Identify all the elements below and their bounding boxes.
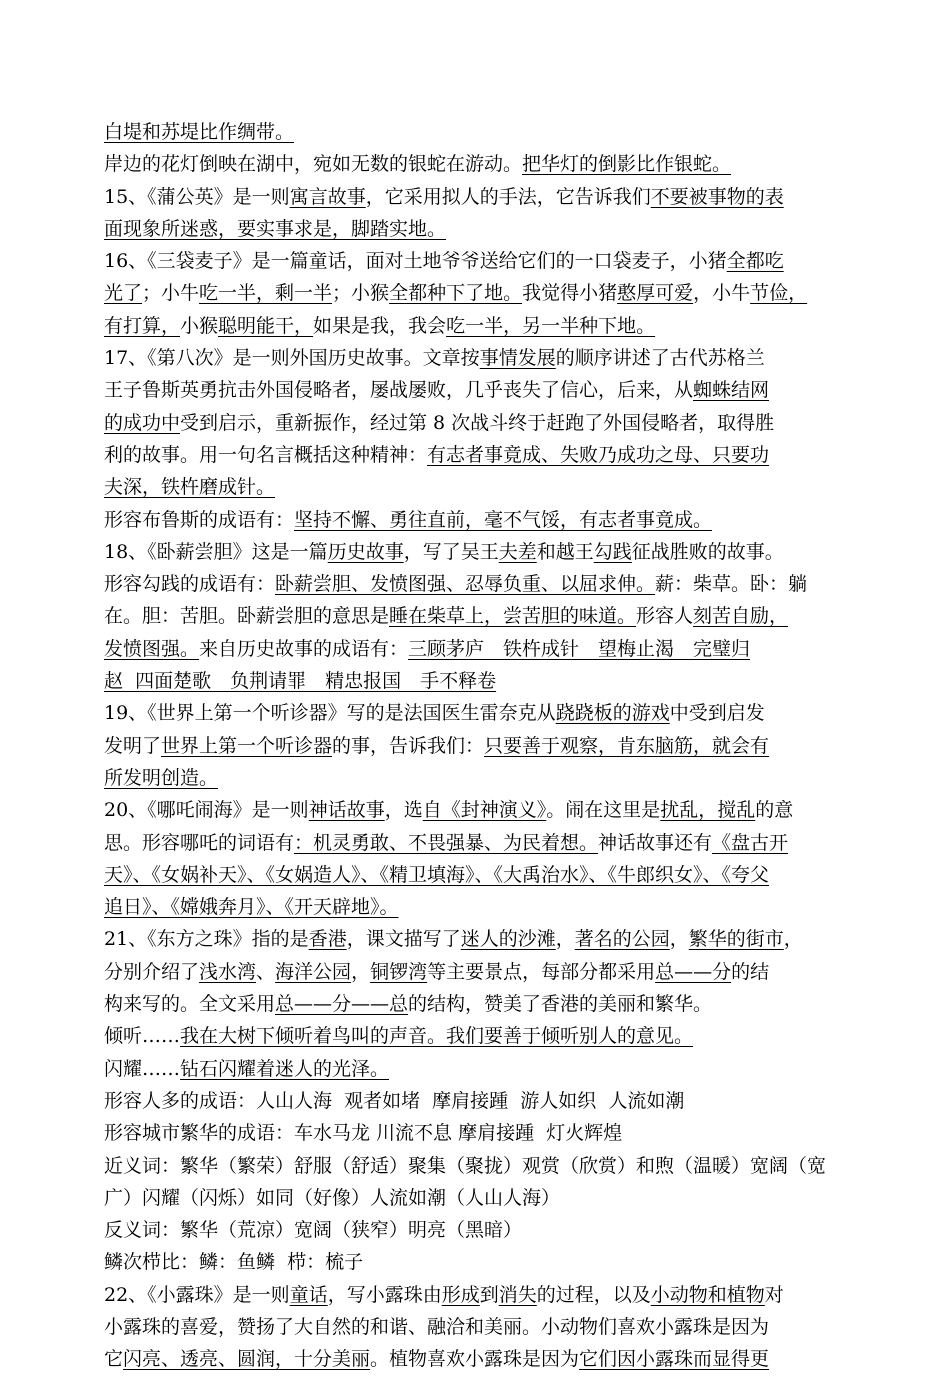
text-segment: 利的故事。用一句名言概括这种精神： (104, 443, 428, 466)
text-segment: ，写小露珠由 (327, 1283, 442, 1306)
underlined-answer: 所发明创造。 (104, 766, 219, 789)
text-segment: 中受到启发 (669, 702, 765, 725)
text-segment: 形容人 (636, 605, 694, 628)
text-line (104, 1150, 852, 1182)
text-line (104, 439, 852, 471)
document-page (104, 116, 852, 1376)
underlined-answer: ：机灵勇敢、不畏强暴、为民着想。 (294, 831, 599, 854)
text-line (104, 1020, 852, 1052)
underlined-answer: 卧薪尝胆、发愤图强、忍辱负重、以屈求伸。 (275, 573, 656, 596)
underlined-answer: 事情发展 (479, 347, 556, 370)
text-line (104, 1182, 852, 1214)
underlined-answer: 迷人的沙滩 (460, 928, 556, 951)
text-segment: 的顺序讲述了古代苏格兰 (555, 347, 765, 370)
underlined-answer: 吃一半，剩一半 (199, 282, 333, 305)
text-line (104, 116, 852, 148)
underlined-answer: 坚持不懈、勇往直前，毫不气馁，有志者事竟成。 (294, 508, 713, 531)
text-line (104, 633, 852, 665)
text-segment: 和越王 (536, 540, 594, 563)
underlined-answer: 小动物和植物 (650, 1283, 765, 1306)
text-segment: 、 (256, 960, 276, 983)
text-line (104, 600, 852, 632)
underlined-answer: 憨厚可爱 (617, 282, 694, 305)
text-segment: 倾听…… (104, 1025, 181, 1048)
underlined-answer: 著名的公园 (574, 928, 670, 951)
text-segment: 形容城市繁华的成语：车水马龙 川流不息 摩肩接踵 灯火辉煌 (104, 1122, 623, 1145)
text-segment: 16、《三袋麦子》是一篇童话，面对土地爷爷送给它们的一口袋麦子，小猪 (104, 250, 727, 273)
underlined-answer: 三顾茅庐 铁杵成针 望梅止渴 完璧归 (408, 637, 751, 660)
underlined-answer: 蜘蛛结网 (693, 379, 770, 402)
text-line (104, 794, 852, 826)
text-segment: 。植物喜欢小露珠是因为 (370, 1348, 580, 1371)
text-line (104, 762, 852, 794)
text-segment: 20、《哪吒闹海》是一则 (104, 799, 309, 822)
text-segment: 它 (104, 1348, 124, 1371)
text-line (104, 181, 852, 213)
text-segment: ，写了吴王 (403, 540, 499, 563)
underlined-answer: 全都种下了地。 (389, 282, 523, 305)
text-segment: 形容人多的成语：人山人海 观者如堵 摩肩接踵 游人如织 人流如潮 (104, 1089, 685, 1112)
text-segment: 22、《小露珠》是一则 (104, 1283, 290, 1306)
text-line (104, 1214, 852, 1246)
underlined-answer: 寓言故事 (289, 185, 366, 208)
text-segment: 形容勾践的成语有： (104, 573, 276, 596)
text-line (104, 1279, 852, 1311)
underlined-answer: 光了 (104, 282, 143, 305)
text-segment: 闪耀…… (104, 1057, 181, 1080)
underlined-answer: 聪明能干， (218, 314, 314, 337)
text-segment: 17、《第八次》是一则外国历史故事。文章按 (104, 347, 480, 370)
text-segment: 反义词：繁华（荒凉）宽阔（狭窄）明亮（黑暗） (104, 1219, 523, 1242)
underlined-answer: 夫差 (498, 540, 537, 563)
text-segment: 思。形容哪吒的词语有 (104, 831, 295, 854)
text-line (104, 827, 852, 859)
underlined-answer: 把华灯的倒影比作银蛇。 (522, 153, 732, 176)
text-segment: 形容布鲁斯的成语有： (104, 508, 295, 531)
underlined-answer: 白堤和苏堤比作绸带。 (104, 121, 295, 143)
underlined-answer: 神话故事 (308, 799, 385, 822)
text-line (104, 536, 852, 568)
text-line (104, 1343, 852, 1375)
underlined-answer: 有志者事竟成、失败乃成功之母、只要功 (427, 443, 770, 466)
underlined-answer: 睡在柴草上，尝苦胆的味道。 (389, 605, 637, 628)
text-segment: 的事，告诉我们： (332, 734, 485, 757)
text-line (104, 568, 852, 600)
text-segment: ， (669, 928, 689, 951)
text-line (104, 245, 852, 277)
underlined-answer: 跷跷板的游戏 (555, 702, 670, 725)
text-segment: 近义词：繁华（繁荣）舒服（舒适）聚集（聚拢）观赏（欣赏）和煦（温暖）宽阔（宽 (104, 1154, 827, 1177)
underlined-answer: 闪亮、透亮、圆润，十分美丽 (123, 1348, 371, 1371)
text-segment: 薪：柴草。卧：躺 (655, 573, 808, 596)
underlined-answer: 海洋公园 (275, 960, 352, 983)
text-line (104, 407, 852, 439)
underlined-answer: 童话 (289, 1283, 328, 1306)
text-segment: 岸边的花灯倒映在湖中，宛如无数的银蛇在游动。 (104, 153, 523, 176)
underlined-answer: 世界上第一个听诊器 (161, 734, 333, 757)
text-segment: 发明了 (104, 734, 162, 757)
underlined-answer: 繁华的街市 (688, 928, 784, 951)
text-segment: ， (555, 928, 575, 951)
text-segment: 的结构，赞美了香港的美丽和繁华。 (408, 993, 713, 1016)
underlined-answer: 扰乱，搅乱 (660, 799, 756, 822)
text-segment: 对 (764, 1283, 784, 1306)
text-segment: 神话故事还有 (598, 831, 713, 854)
text-line (104, 277, 852, 309)
text-line (104, 504, 852, 536)
underlined-answer: 赵 四面楚歌 负荆请罪 精忠报国 手不释卷 (104, 670, 497, 693)
underlined-answer: 吃一半，另一半种下地。 (446, 314, 656, 337)
text-segment: ， (351, 960, 371, 983)
underlined-answer: 的成功中 (104, 411, 181, 434)
text-segment: ，选 (384, 799, 423, 822)
text-segment: 的结 (731, 960, 770, 983)
underlined-answer: 我在大树下倾听着鸟叫的声音。我们要善于倾听别人的意见。 (180, 1025, 694, 1048)
text-segment: 征战胜败的故事。 (631, 540, 784, 563)
text-line (104, 891, 852, 923)
underlined-answer: 面现象所迷惑，要实事求是，脚踏实地。 (104, 217, 447, 240)
text-segment: 的过程，以及 (536, 1283, 651, 1306)
text-line (104, 1246, 852, 1278)
text-segment: ， (783, 928, 803, 951)
underlined-answer: 钻石闪耀着迷人的光泽。 (180, 1057, 390, 1080)
text-line (104, 665, 852, 697)
underlined-answer: 它们因小露珠而显得更 (579, 1348, 770, 1371)
text-segment: 王子鲁斯英勇抗击外国侵略者，屡战屡败，几乎丧失了信心，后来，从 (104, 379, 694, 402)
text-line (104, 471, 852, 503)
underlined-answer: 总——分 (655, 960, 732, 983)
underlined-answer: 全都吃 (726, 250, 784, 273)
text-segment: 鳞次栉比：鳞：鱼鳞 栉：梳子 (104, 1251, 364, 1274)
underlined-answer: 天》、《女娲补天》、《女娲造人》、《精卫填海》、《大禹治水》、《牛郎织女》、《夸父 (104, 863, 770, 886)
underlined-answer: 《盘古开 (712, 831, 789, 854)
text-segment: 19、《世界上第一个听诊器》写的是法国医生雷奈克从 (104, 702, 556, 725)
underlined-answer: 刻苦自励， (693, 605, 789, 628)
text-segment: 来自历史故事的成语有： (199, 637, 409, 660)
text-line (104, 310, 852, 342)
text-line (104, 1117, 852, 1149)
underlined-answer: 夫深，铁杵磨成针。 (104, 476, 276, 499)
text-segment: 小露珠的喜爱，赞扬了大自然的和谐、融洽和美丽。小动物们喜欢小露珠是因为 (104, 1315, 770, 1338)
text-line (104, 213, 852, 245)
underlined-answer: 节俭， (750, 282, 808, 305)
text-segment: 广）闪耀（闪烁）如同（好像）人流如潮（人山人海） (104, 1186, 561, 1209)
underlined-answer: 总——分——总 (275, 993, 409, 1016)
underlined-answer: 追日》、《嫦娥奔月》、《开天辟地》。 (104, 896, 399, 919)
text-line (104, 923, 852, 955)
underlined-answer: 铜锣湾 (370, 960, 428, 983)
text-segment: 。闹在这里是 (546, 799, 661, 822)
text-segment: 受到启示，重新振作，经过第 8 次战斗终于赶跑了外国侵略者，取得胜 (180, 411, 775, 434)
text-line (104, 988, 852, 1020)
underlined-answer: 发愤图强。 (104, 637, 200, 660)
text-segment: ，课文描写了 (346, 928, 461, 951)
underlined-answer: 勾践 (593, 540, 632, 563)
text-segment: 构来写的。全文采用 (104, 993, 276, 1016)
underlined-answer: 形成 (441, 1283, 480, 1306)
underlined-answer: 只要善于观察，肯东脑筋，就会有 (484, 734, 770, 757)
text-line (104, 1085, 852, 1117)
text-segment: ，它采用拟人的手法，它告诉我们 (365, 185, 651, 208)
text-line (104, 1053, 852, 1085)
text-line (104, 148, 852, 180)
underlined-answer: 不要被事物的表 (650, 185, 784, 208)
underlined-answer: 香港 (308, 928, 347, 951)
text-segment: 分别介绍了 (104, 960, 200, 983)
text-line (104, 859, 852, 891)
text-line (104, 730, 852, 762)
text-line (104, 1311, 852, 1343)
text-segment: 如果是我，我会 (313, 314, 447, 337)
text-segment: 小猴 (180, 314, 219, 337)
text-line (104, 697, 852, 729)
text-segment: 我觉得小猪 (522, 282, 618, 305)
text-segment: 18、《卧薪尝胆》这是一篇 (104, 540, 328, 563)
text-segment: ，小牛 (693, 282, 751, 305)
underlined-answer: 历史故事 (327, 540, 404, 563)
text-line (104, 374, 852, 406)
text-line (104, 956, 852, 988)
underlined-answer: 浅水湾 (199, 960, 257, 983)
underlined-answer: 自《封神演义》 (422, 799, 547, 822)
text-segment: 15、《蒲公英》是一则 (104, 185, 290, 208)
text-segment: 在。胆：苦胆。卧薪尝胆的意思是 (104, 605, 390, 628)
text-segment: 到 (479, 1283, 499, 1306)
text-line (104, 342, 852, 374)
underlined-answer: 有打算， (104, 314, 181, 337)
text-segment: ；小牛 (142, 282, 200, 305)
text-segment: ；小猴 (332, 282, 390, 305)
text-segment: 等主要景点，每部分都采用 (427, 960, 656, 983)
text-segment: 的意 (755, 799, 794, 822)
text-segment: 21、《东方之珠》指的是 (104, 928, 309, 951)
underlined-answer: 消失 (498, 1283, 537, 1306)
